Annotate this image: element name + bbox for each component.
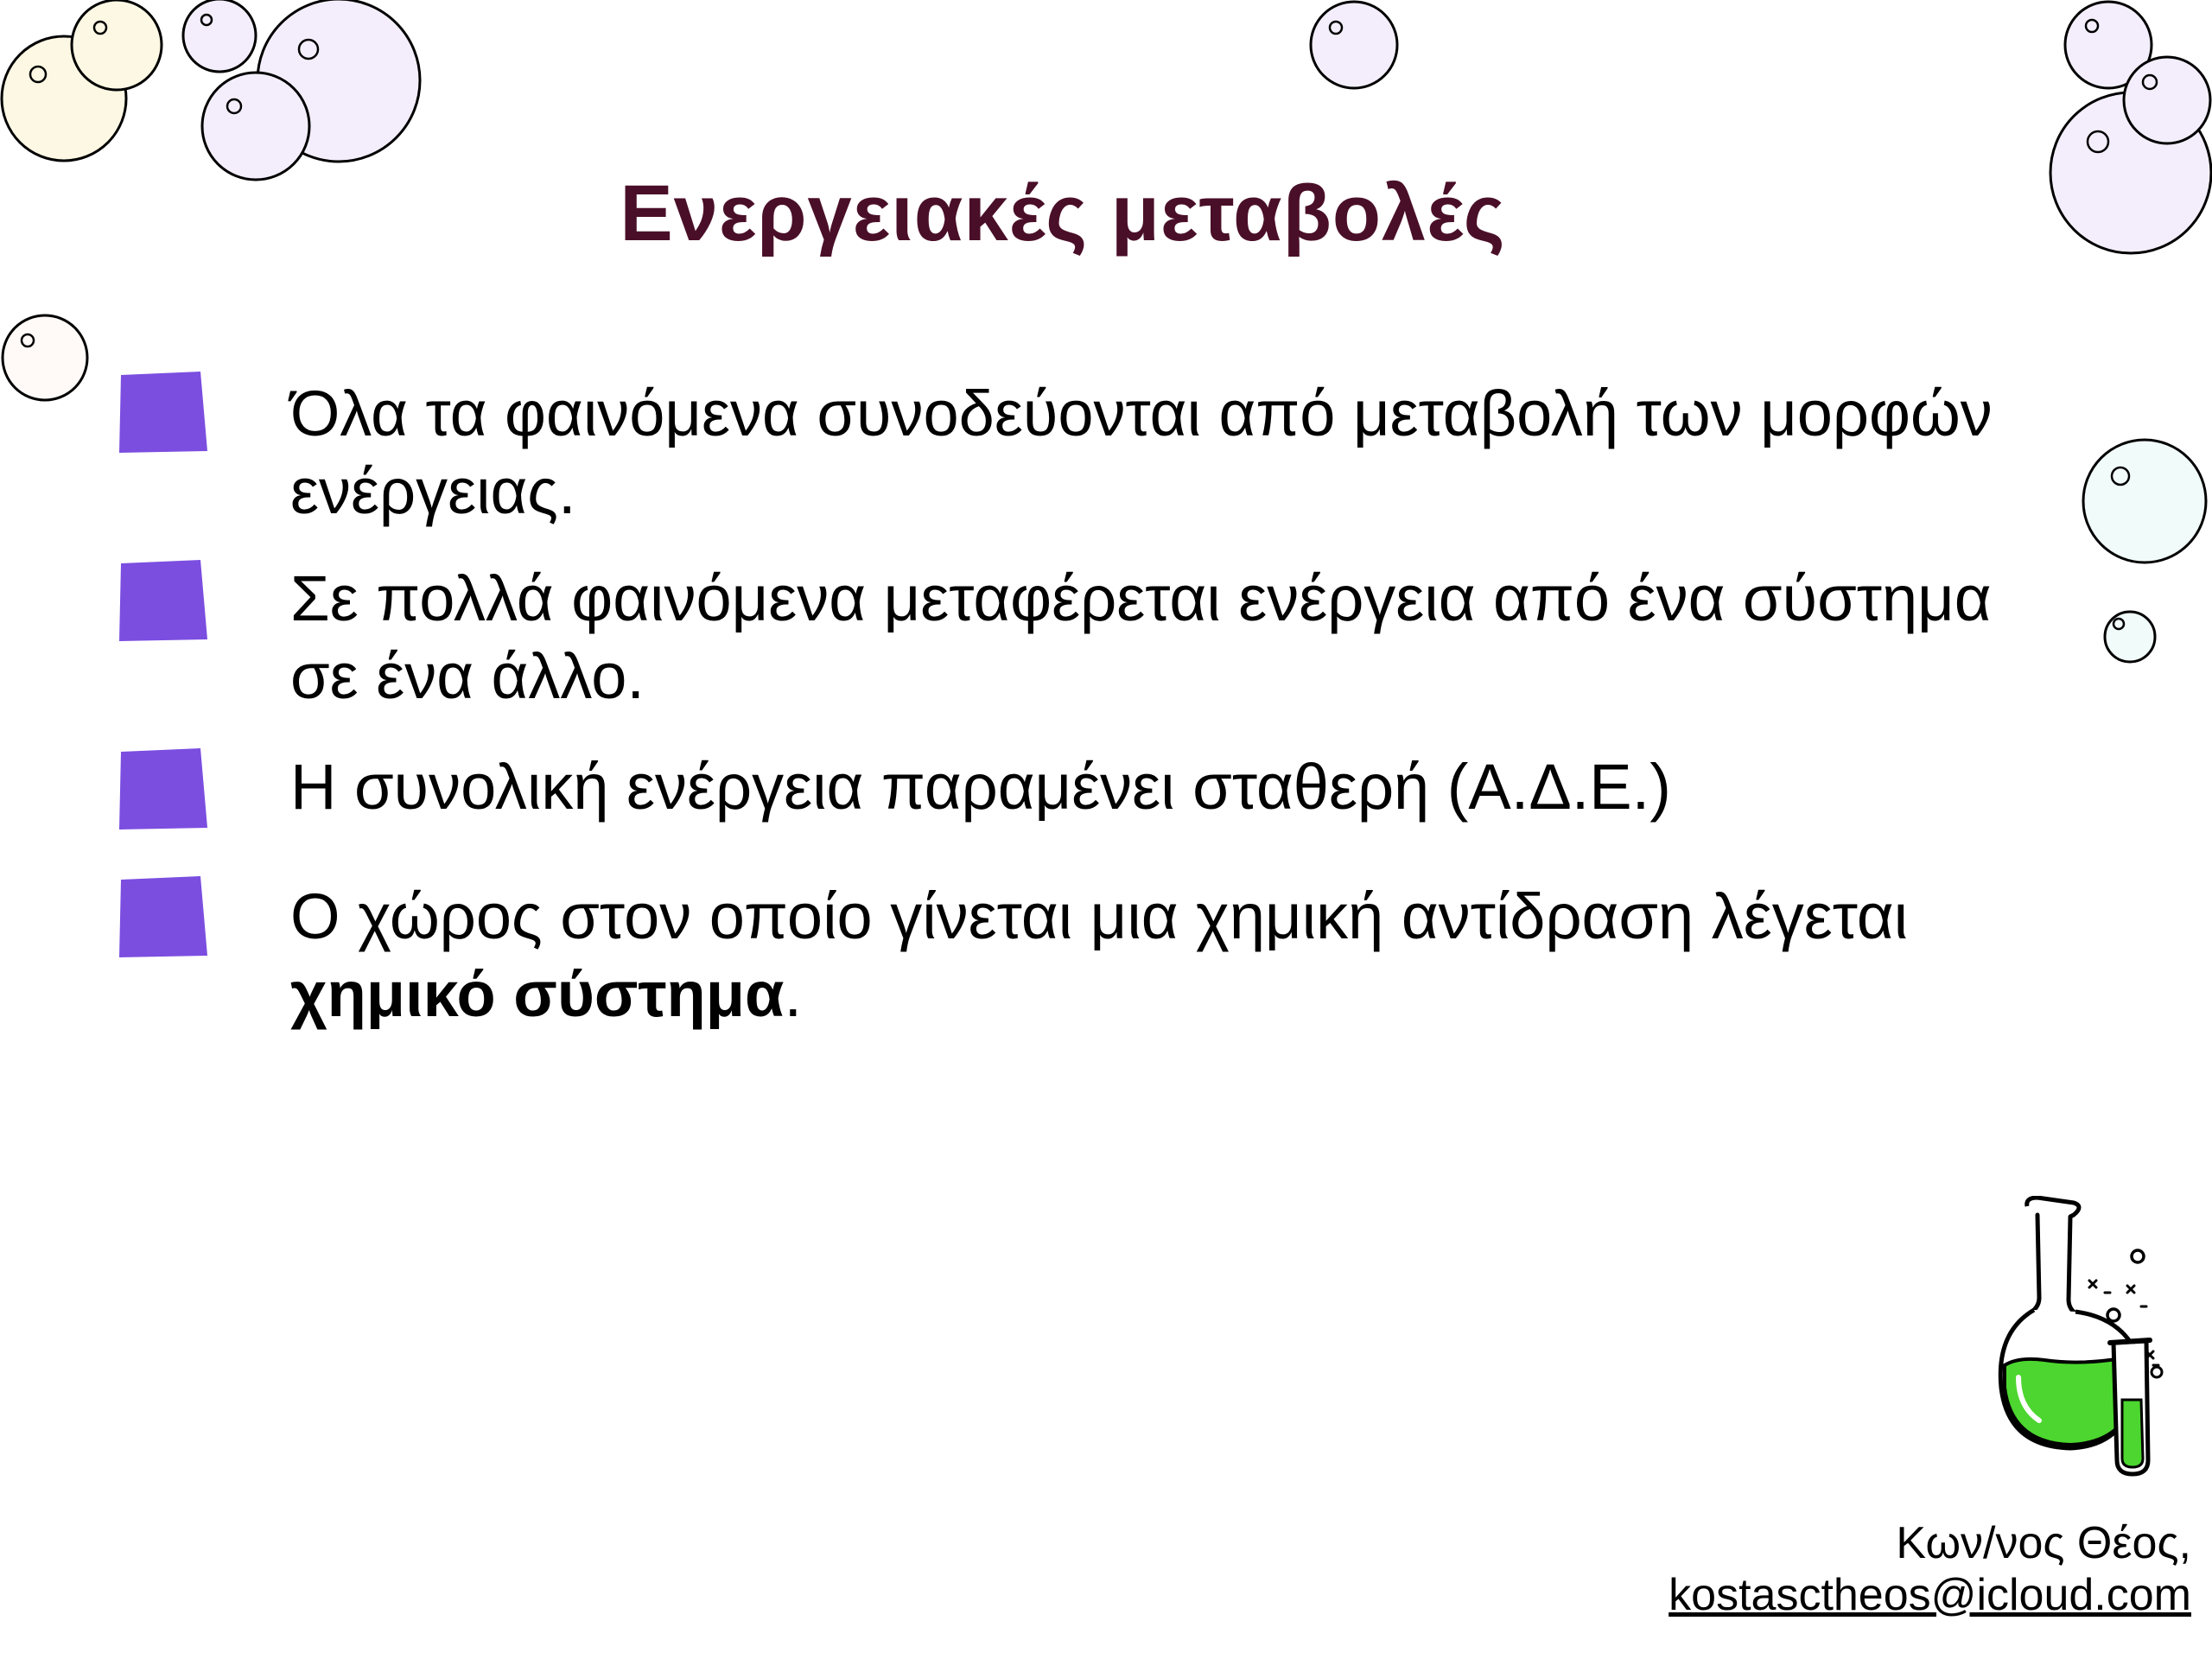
bullet-text-part: . <box>784 958 803 1030</box>
bullet-text: Όλα τα φαινόμενα συνοδεύονται από μεταβολή των μορφών ενέργειας. <box>290 378 1993 527</box>
bullet-text-part: Ο χώρος στον οποίο γίνεται μια χημική αντίδραση λέγεται <box>290 880 1909 952</box>
purple-square-bullet-icon <box>116 747 209 831</box>
author-email-link[interactable]: kostasctheos@icloud.com <box>1669 1570 2191 1620</box>
chemistry-flask-and-test-tube-icon <box>1984 1196 2191 1481</box>
bullet-text <box>290 878 2018 1033</box>
purple-square-bullet-icon <box>116 558 209 643</box>
bullet-text: Σε πολλά φαινόμενα μεταφέρεται ενέργεια από ένα σύστημα σε ένα άλλο. <box>290 563 1992 712</box>
slide-title: Ενεργειακές μεταβολές <box>620 169 1506 257</box>
purple-square-bullet-icon <box>116 874 209 959</box>
bullet-text: Η συνολική ενέργεια παραμένει σταθερή (Α.Δ.Ε.) <box>290 751 1671 823</box>
purple-square-bullet-icon <box>116 370 209 454</box>
bullet-text-bold: χημικό σύστημα <box>290 958 785 1030</box>
author-name: Κων/νος Θέος, <box>1896 1518 2191 1568</box>
author-credit <box>1669 1517 2191 1621</box>
